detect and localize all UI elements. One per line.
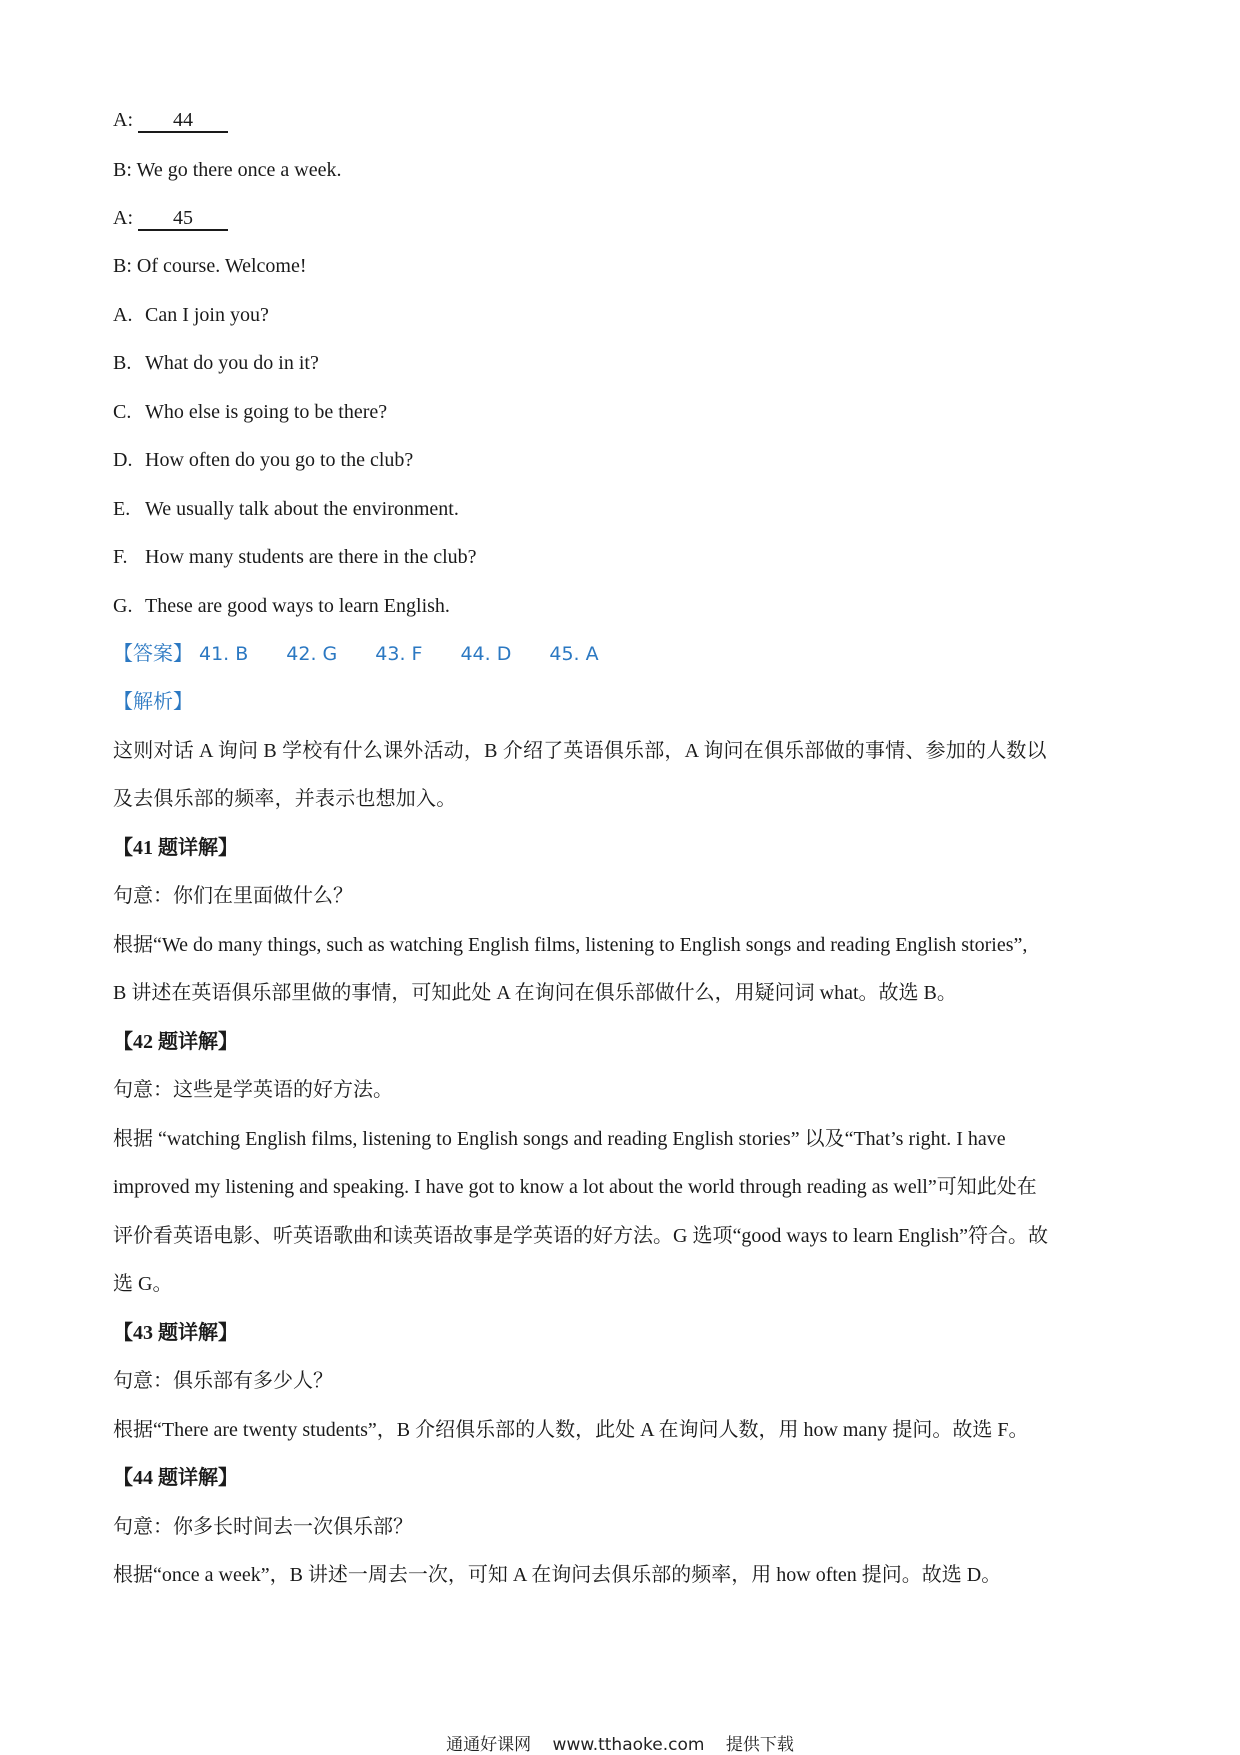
option-g xyxy=(113,596,450,616)
q43-title: 【43 题详解】 xyxy=(113,1322,238,1344)
answer-row xyxy=(113,644,637,664)
answer-item: 45. A xyxy=(549,643,599,665)
option-text: How many students are there in the club? xyxy=(145,546,477,568)
answer-item: 44. D xyxy=(460,643,512,665)
q44-title: 【44 题详解】 xyxy=(113,1467,238,1489)
q42-title: 【42 题详解】 xyxy=(113,1031,238,1053)
speaker-label: A: xyxy=(113,109,133,131)
speaker-label: A: xyxy=(113,207,133,229)
analysis-summary-line-1: 这则对话 A 询问 B 学校有什么课外活动，B 介绍了英语俱乐部，A 询问在俱乐部做的事情、参加的人数以 xyxy=(113,740,1047,762)
page-footer xyxy=(0,1730,1240,1755)
dialogue-line-b-1 xyxy=(113,160,342,180)
option-text: Can I join you? xyxy=(145,304,269,326)
q42-line-2: improved my listening and speaking. I have got to know a lot about the world through reading as well”可知此处在 xyxy=(113,1176,1037,1198)
q41-line-2: B 讲述在英语俱乐部里做的事情，可知此处 A 在询问在俱乐部做什么，用疑问词 what。故选 B。 xyxy=(113,982,957,1004)
answer-item: 41. B xyxy=(199,643,249,665)
option-text: How often do you go to the club? xyxy=(145,449,414,471)
analysis-summary-line-2: 及去俱乐部的频率，并表示也想加入。 xyxy=(113,788,457,810)
option-text: Who else is going to be there? xyxy=(145,401,388,423)
option-f xyxy=(113,547,477,567)
dialogue-text: Of course. Welcome! xyxy=(136,255,307,277)
option-b xyxy=(113,353,319,373)
speaker-label: B: xyxy=(113,159,132,181)
option-text: What do you do in it? xyxy=(145,352,319,374)
dialogue-line-a-45 xyxy=(113,208,228,231)
answer-item: 43. F xyxy=(375,643,423,665)
q41-line-1: 根据“We do many things, such as watching English films, listening to English songs and reading English stories”, xyxy=(113,934,1028,956)
option-c xyxy=(113,402,387,422)
q44-meaning: 句意：你多长时间去一次俱乐部？ xyxy=(113,1516,413,1538)
option-letter: E. xyxy=(113,498,131,520)
option-letter: C. xyxy=(113,401,132,423)
dialogue-line-b-2 xyxy=(113,256,307,276)
q41-title: 【41 题详解】 xyxy=(113,837,238,859)
option-letter: A. xyxy=(113,304,133,326)
option-letter: D. xyxy=(113,449,133,471)
option-a xyxy=(113,305,269,325)
speaker-label: B: xyxy=(113,255,132,277)
q42-line-4: 选 G。 xyxy=(113,1273,173,1295)
q43-meaning: 句意：俱乐部有多少人？ xyxy=(113,1370,333,1392)
footer-site-name: 通通好课网 xyxy=(446,1735,532,1755)
option-letter: B. xyxy=(113,352,132,374)
q41-meaning: 句意：你们在里面做什么？ xyxy=(113,885,353,907)
footer-url[interactable]: www.tthaoke.com xyxy=(552,1735,705,1755)
option-text: We usually talk about the environment. xyxy=(145,498,459,520)
dialogue-line-a-44 xyxy=(113,110,228,133)
q44-line-1: 根据“once a week”，B 讲述一周去一次，可知 A 在询问去俱乐部的频率，用 how often 提问。故选 D。 xyxy=(113,1564,1002,1586)
answer-blank-44: 44 xyxy=(138,110,228,133)
q43-line-1: 根据“There are twenty students”，B 介绍俱乐部的人数，此处 A 在询问人数，用 how many 提问。故选 F。 xyxy=(113,1419,1029,1441)
footer-note: 提供下载 xyxy=(725,1735,794,1755)
option-letter: G. xyxy=(113,595,133,617)
option-e xyxy=(113,499,459,519)
q42-meaning: 句意：这些是学英语的好方法。 xyxy=(113,1079,393,1101)
answer-tag: 【答案】 xyxy=(113,643,193,665)
answer-blank-45: 45 xyxy=(138,208,228,231)
dialogue-text: We go there once a week. xyxy=(136,159,342,181)
option-text: These are good ways to learn English. xyxy=(145,595,450,617)
option-d xyxy=(113,450,413,470)
option-letter: F. xyxy=(113,546,128,568)
q42-line-3: 评价看英语电影、听英语歌曲和读英语故事是学英语的好方法。G 选项“good ways to learn English”符合。故 xyxy=(113,1225,1048,1247)
analysis-tag: 【解析】 xyxy=(113,691,193,713)
answer-item: 42. G xyxy=(286,643,338,665)
q42-line-1: 根据 “watching English films, listening to English songs and reading English stories” 以及“That’s right. I have xyxy=(113,1128,1006,1150)
